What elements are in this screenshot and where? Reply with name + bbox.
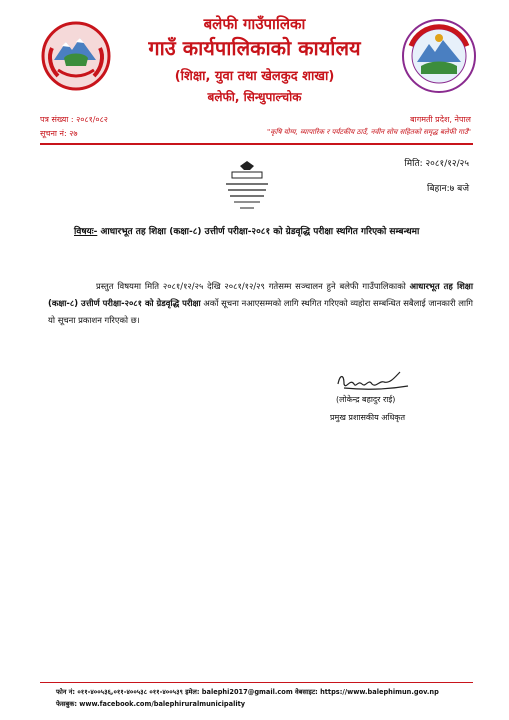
- subject-text: आधारभूत तह शिक्षा (कक्षा-८) उत्तीर्ण परीक्षा-२०८१ को ग्रेडवृद्धि परीक्षा स्थगित गरिएको सम्बन्धमा: [100, 227, 420, 237]
- subject-label: विषयः-: [74, 227, 98, 237]
- notice-number: सूचना नं: २७: [40, 129, 78, 138]
- body-text-part1: प्रस्तुत विषयमा मिति २०८१/१२/२५ देखि २०८१/१२/२९ गतेसम्म सञ्चालन हुने बलेफी गाउँपालिकाको: [96, 281, 410, 291]
- office-address: बलेफी, सिन्धुपाल्चोक: [207, 90, 302, 104]
- slogan: "कृषि योग्य, व्यापारिक र पर्यटकीय ठाउँ, नवीन सोच सहितको समृद्ध बलेफी गाउँ": [267, 128, 471, 136]
- municipality-name: बलेफी गाउँपालिका: [203, 15, 306, 33]
- signer-title: प्रमुख प्रशासकीय अधिकृत: [330, 413, 406, 422]
- footer-contact: फोन नं: ०११-४००५३६,०११-४००५३८ ०११-४००५३९ इमेल: balephi2017@gmail.com वेबसाइट: https://www.balephimun.gov.np: [56, 688, 439, 696]
- branch-name: (शिक्षा, युवा तथा खेलकुद शाखा): [174, 69, 335, 84]
- signature: [334, 370, 414, 394]
- signer-name: (लोकेन्द्र बहादुर राई): [336, 395, 396, 404]
- body-text-bold: आधारभूत तह शिक्षा (कक्षा-८) उत्तीर्ण परीक्षा-२०८१ को ग्रेडवृद्धि परीक्षा: [48, 281, 473, 308]
- body-text-part2: अर्को सूचना नआएसम्मको लागि स्थगित गरिएको व्यहोरा सम्बन्धित सबैलाई जानकारी लागि यो सूचना प्रकाशन गरिएको छ।: [48, 298, 473, 325]
- letterhead-divider: [40, 143, 473, 145]
- office-title: गाउँ कार्यपालिकाको कार्यालय: [148, 36, 361, 60]
- province-label: बागमती प्रदेश, नेपाल: [410, 115, 471, 124]
- official-stamp: [218, 160, 276, 218]
- notice-time: बिहान:७ बजे: [427, 184, 469, 194]
- footer-facebook: फेसबुक: www.facebook.com/balephiruralmunicipality: [56, 700, 246, 708]
- footer-divider: [40, 682, 473, 683]
- reference-number: पत्र संख्या : २०८१/०८२: [40, 115, 108, 124]
- notice-body: [48, 278, 473, 329]
- notice-date: मिति: २०८१/१२/२५: [404, 159, 469, 169]
- notice-subject: [74, 224, 474, 240]
